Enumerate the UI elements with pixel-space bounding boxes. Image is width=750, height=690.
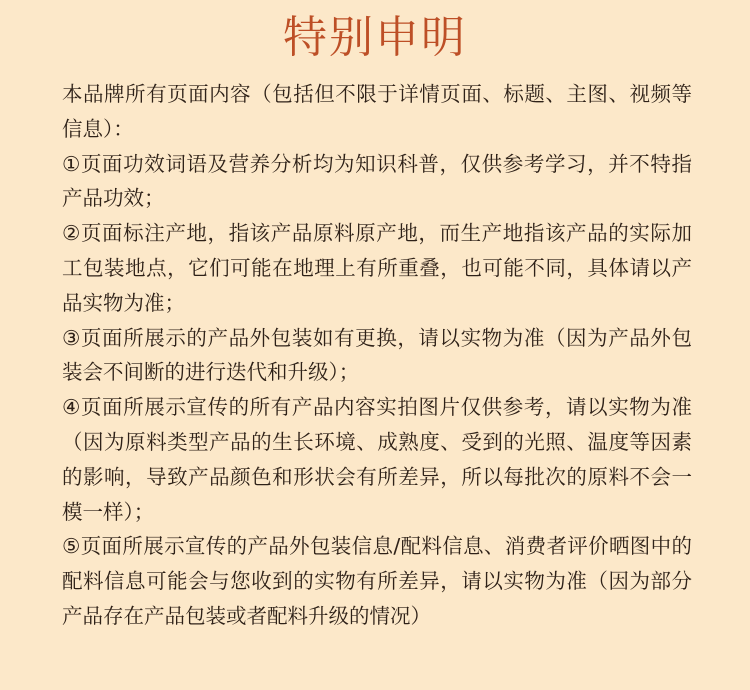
statement-item-4: ④页面所展示宣传的所有产品内容实拍图片仅供参考，请以实物为准（因为原料类型产品的生长环境、成熟度、受到的光照、温度等因素的影响，导致产品颜色和形状会有所差异，所以每批次的原料不会一模一样）； <box>62 395 692 524</box>
statement-item-2: ②页面标注产地，指该产品原料原产地，而生产地指该产品的实际加工包装地点，它们可能在地理上有所重叠，也可能不同，具体请以产品实物为准； <box>62 221 692 315</box>
statement-body <box>62 77 692 634</box>
intro-paragraph: 本品牌所有页面内容（包括但不限于详情页面、标题、主图、视频等信息）： <box>62 82 692 141</box>
statement-item-3: ③页面所展示的产品外包装如有更换，请以实物为准（因为产品外包装会不间断的进行迭代和升级）； <box>62 325 692 385</box>
page-title: 特别申明 <box>283 12 467 63</box>
statement-item-1: ①页面功效词语及营养分析均为知识科普，仅供参考学习，并不特指产品功效； <box>62 151 692 211</box>
statement-item-5: ⑤页面所展示宣传的产品外包装信息/配料信息、消费者评价晒图中的配料信息可能会与您收到的实物有所差异，请以实物为准（因为部分产品存在产品包装或者配料升级的情况） <box>62 534 692 628</box>
